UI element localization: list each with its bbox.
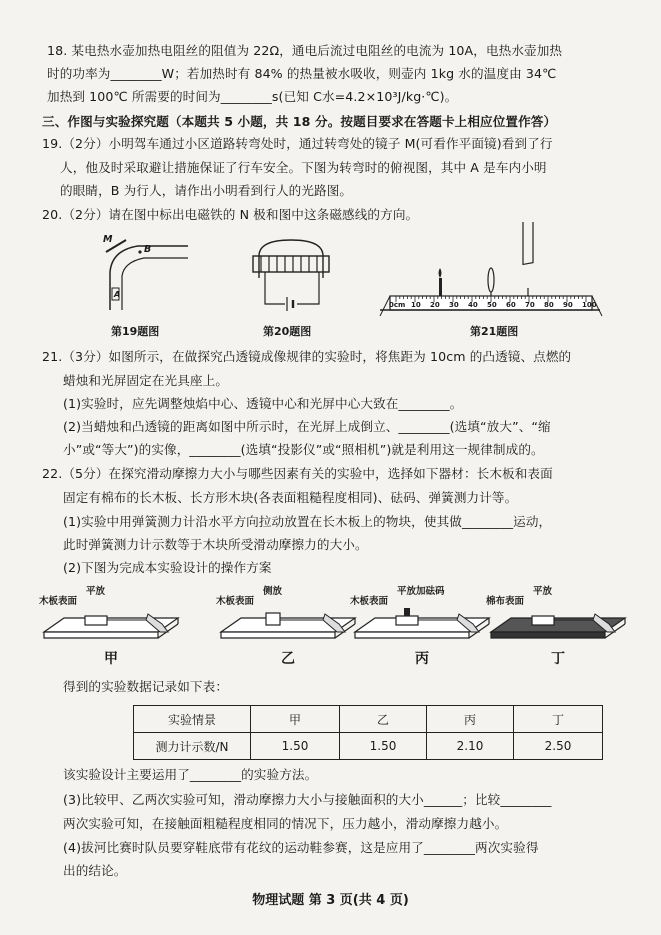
text-line: (4)拔河比赛时队员要穿鞋底带有花纹的运动鞋参赛，这是应用了________两次实验得 [63,840,539,855]
setup-name: 丙 [415,651,429,667]
surface-label: 木板表面 [216,596,255,607]
table-cell: 2.50 [514,733,603,760]
text-line: 三、作图与实验探究题（本题共 5 小题，共 18 分。按题目要求在答题卡上相应位置作答） [42,114,557,129]
pose-label: 平放 [533,586,553,597]
text-line: (1)实验中用弹簧测力计沿水平方向拉动放置在长木板上的物块，使其做________运动， [63,514,552,529]
eye-label-a: A [114,290,121,299]
fig19-caption: 第19题图 [111,325,160,338]
ruler-tick-label: 80 [544,301,554,309]
table-header-row [134,706,603,733]
ruler-unit-label: 0cm [389,301,406,309]
table-header-cell: 丙 [427,706,514,733]
table-row-label: 测力计示数/N [134,733,251,760]
pedestrian-label-b: B [144,244,152,255]
text-line: (3)比较甲、乙两次实验可知，滑动摩擦力大小与接触面积的大小______；比较________ [63,792,552,807]
table-row [134,733,603,760]
friction-data-table [133,705,603,760]
pose-label: 侧放 [263,586,283,597]
ruler-tick-label: 50 [487,301,497,309]
setup-name: 乙 [281,651,295,667]
mirror-label-m: M [103,234,113,245]
setup-diagram [347,604,497,644]
pose-label: 平放 [86,586,106,597]
surface-label: 木板表面 [350,596,389,607]
text-line: 两次实验可知，在接触面粗糙程度相同的情况下，压力越小，滑动摩擦力越小。 [63,816,508,831]
text-line: 人，他及时采取避让措施保证了行车安全。下图为转弯时的俯视图，其中 A 是车内小明 [60,160,547,175]
ruler-tick-label: 70 [525,301,535,309]
fig21-caption: 第21题图 [470,325,519,338]
text-line: 固定有棉布的长木板、长方形木块(各表面粗糙程度相同)、砝码、弹簧测力计等。 [63,490,518,505]
setup-name: 甲 [104,651,118,667]
text-line: (2)下图为完成本实验设计的操作方案 [63,560,272,575]
setup-diagram [213,604,363,644]
page-footer: 物理试题 第 3 页(共 4 页) [252,893,409,908]
text-line: 蜡烛和光屏固定在光具座上。 [63,373,229,388]
text-line: 的眼睛，B 为行人，请作出小明看到行人的光路图。 [60,183,353,198]
text-line: 时的功率为________W；若加热时有 84% 的热量被水吸收，则壶内 1kg 水的温度由 34℃ [47,66,557,81]
table-cell: 1.50 [340,733,427,760]
fig20-diagram [245,234,340,314]
text-line: 出的结论。 [63,863,127,878]
table-header-cell: 丁 [514,706,603,733]
ruler-tick-label: 10 [411,301,421,309]
text-line: 小”或“等大”)的实像，________(选填“投影仪”或“照相机”)就是利用这一规律制成的。 [63,442,544,457]
surface-label: 棉布表面 [486,596,525,607]
text-line: 21.（3分）如图所示，在做探究凸透镜成像规律的实验时，将焦距为 10cm 的凸透镜、点燃的 [42,349,572,364]
ruler-tick-label: 90 [563,301,573,309]
text-line: 该实验设计主要运用了________的实验方法。 [63,767,318,782]
ruler-tick-label: 20 [430,301,440,309]
surface-label: 木板表面 [39,596,78,607]
text-line: 得到的实验数据记录如下表： [63,679,229,694]
ruler-tick-label: 100 [582,301,597,309]
pose-label: 平放加砝码 [397,586,445,597]
text-line: 19.（2分）小明驾车通过小区道路转弯处时，通过转弯处的镜子 M(可看作平面镜)看到了行 [42,136,553,151]
table-header-cell: 乙 [340,706,427,733]
fig20-caption: 第20题图 [263,325,312,338]
ruler-tick-label: 60 [506,301,516,309]
text-line: 22.（5分）在探究滑动摩擦力大小与哪些因素有关的实验中，选择如下器材：长木板和表面 [42,466,553,481]
ruler-tick-label: 30 [449,301,459,309]
table-cell: 1.50 [251,733,340,760]
text-line: 此时弹簧测力计示数等于木块所受滑动摩擦力的大小。 [63,537,368,552]
text-line: (1)实验时，应先调整烛焰中心、透镜中心和光屏中心大致在________。 [63,396,463,411]
text-line: (2)当蜡烛和凸透镜的距离如图中所示时，在光屏上成倒立、________(选填“放大”、“缩 [63,419,551,434]
text-line: 18. 某电热水壶加热电阻丝的阻值为 22Ω，通电后流过电阻丝的电流为 10A，电热水壶加热 [47,43,563,58]
text-line: 20.（2分）请在图中标出电磁铁的 N 极和图中这条磁感线的方向。 [42,207,419,222]
ruler-tick-label: 40 [468,301,478,309]
text-line: 加热到 100℃ 所需要的时间为________s(已知 C水=4.2×10³J/kg·℃)。 [47,89,458,104]
setup-diagram [36,604,186,644]
table-cell: 2.10 [427,733,514,760]
table-header-cell: 实验情景 [134,706,251,733]
table-header-cell: 甲 [251,706,340,733]
setup-name: 丁 [551,651,565,667]
setup-diagram [483,604,633,644]
